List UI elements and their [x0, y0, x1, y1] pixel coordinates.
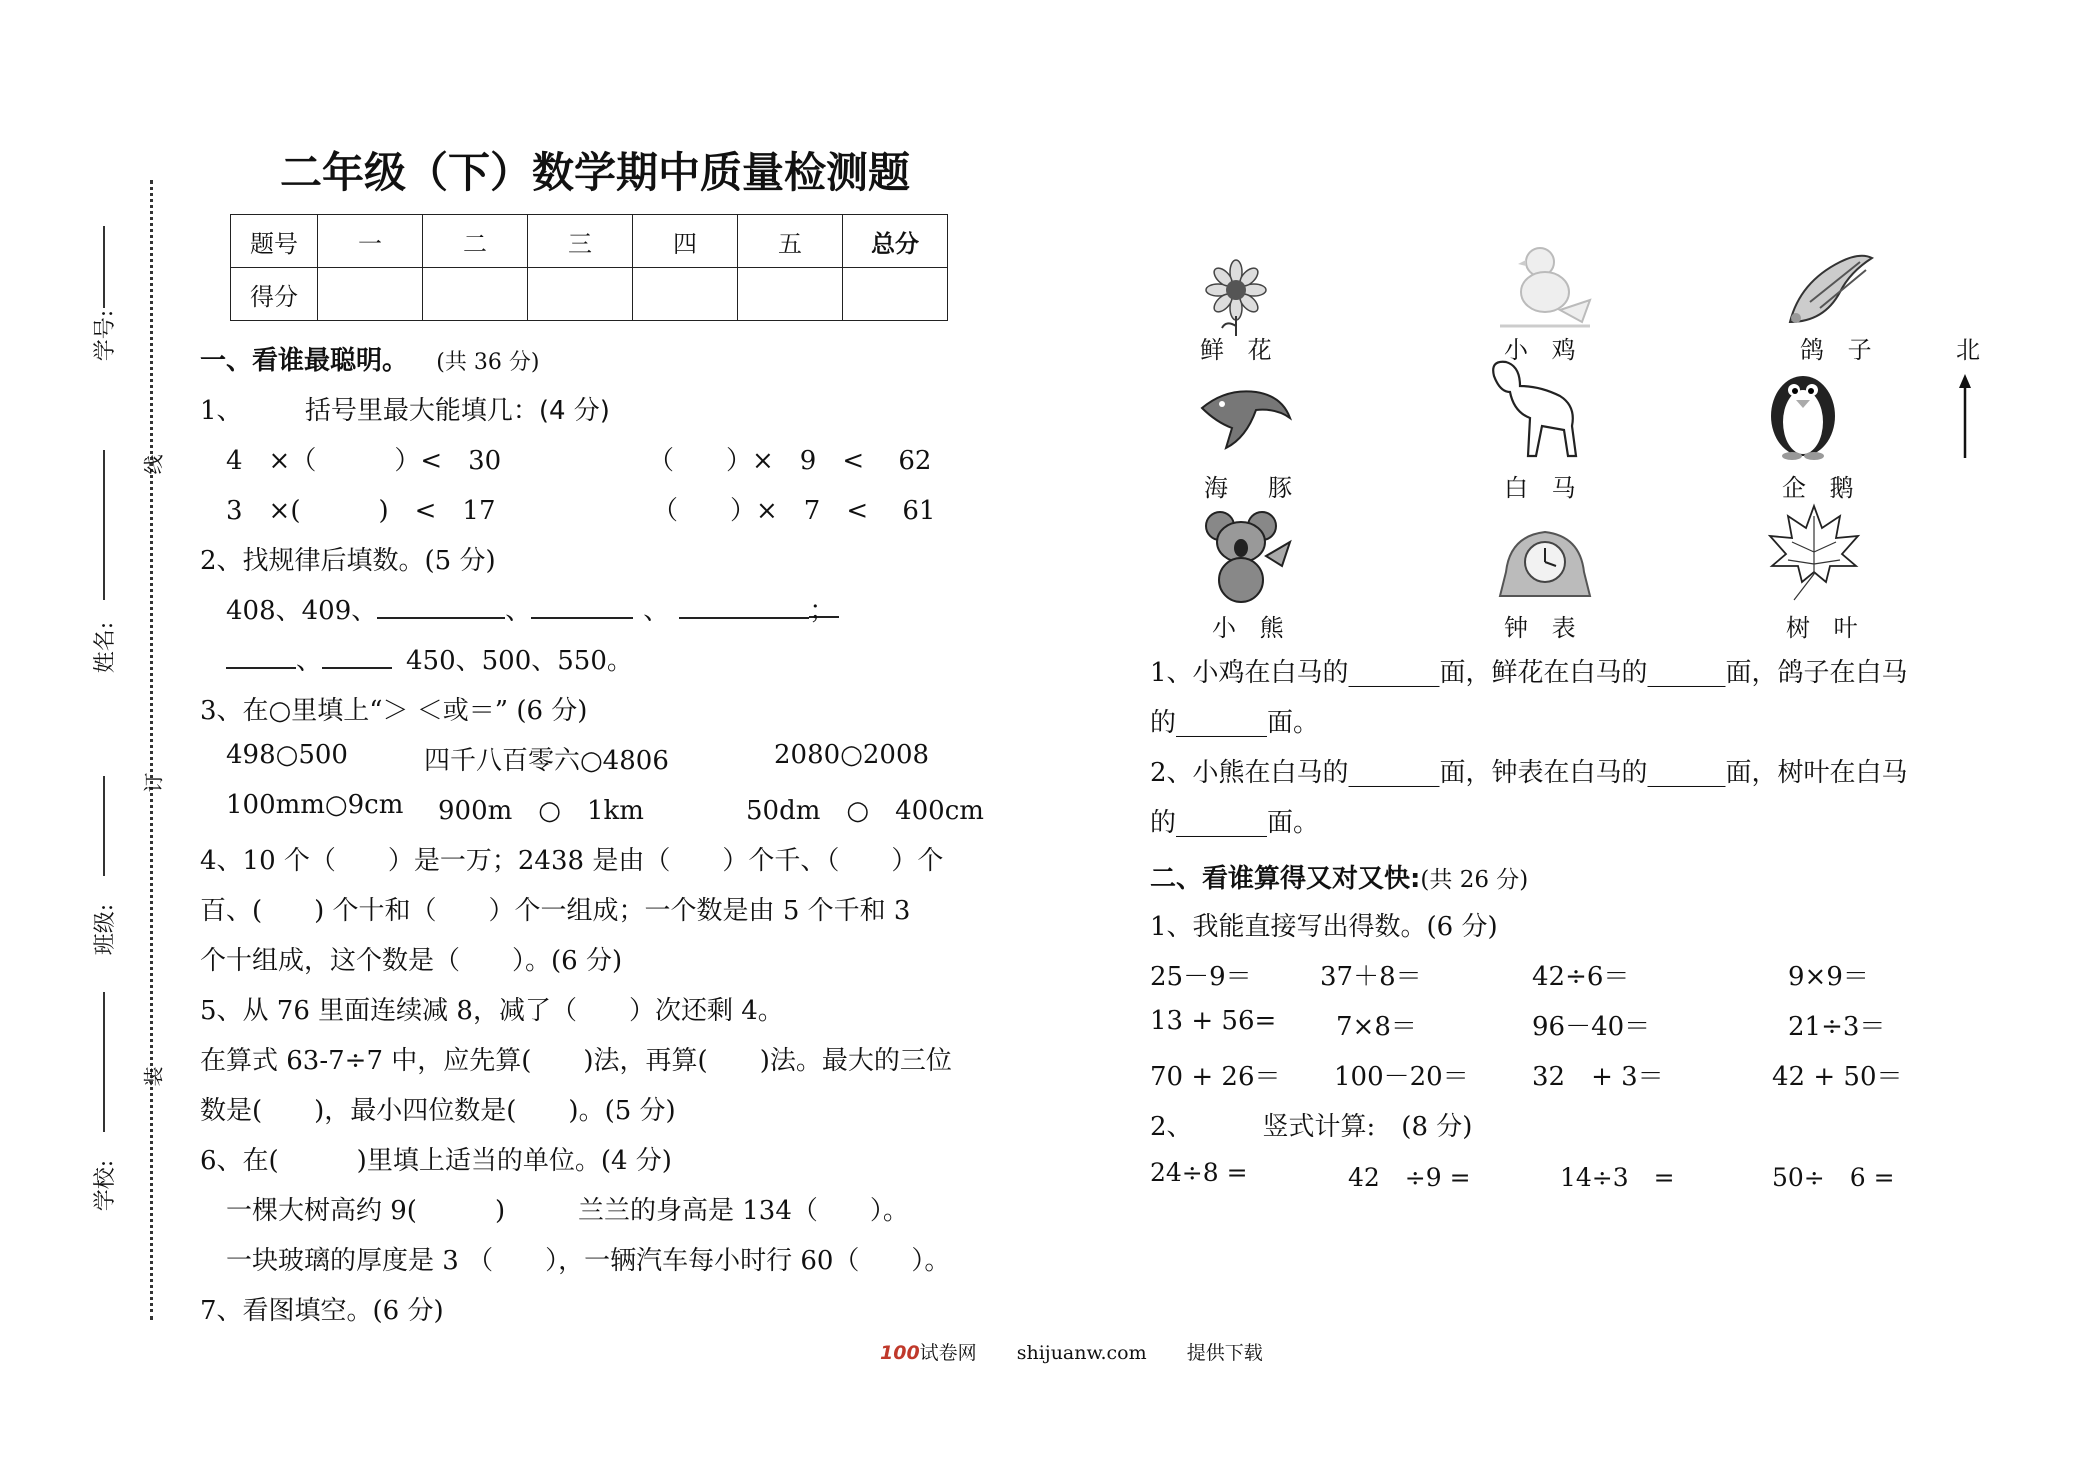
- oral-1-4: 9×9＝: [1788, 962, 1869, 992]
- q3-f: 50dm ○ 400cm: [746, 796, 984, 826]
- score-cell-4[interactable]: [633, 268, 738, 321]
- section1-heading: 一、看谁最聪明。: [200, 346, 409, 376]
- score-header-5: 五: [738, 215, 843, 268]
- score-cell-3[interactable]: [528, 268, 633, 321]
- binding-line-name: [103, 450, 105, 600]
- footer-note: 提供下载: [1186, 1342, 1263, 1364]
- chick-icon: [1490, 240, 1600, 330]
- oral-1-3: 42÷6＝: [1532, 962, 1630, 992]
- q2-sep-3: 、: [296, 646, 323, 676]
- score-cell-5[interactable]: [738, 268, 843, 321]
- pigeon-icon: [1780, 242, 1880, 332]
- score-table: [230, 214, 948, 321]
- penguin-icon: [1758, 360, 1848, 460]
- q5-line1: 5、从 76 里面连续减 8，减了（ ）次还剩 4。: [200, 996, 784, 1026]
- caption-penguin: 企 鹅: [1782, 474, 1862, 502]
- q2-line2: [226, 640, 633, 677]
- q6-line2b: 兰兰的身高是 134（ ）。: [578, 1196, 909, 1226]
- caption-dolphin: 海 豚: [1204, 474, 1300, 502]
- q2-seq-end: 450、500、550。: [406, 646, 633, 676]
- q4-line1: 4、10 个（ ）是一万；2438 是由（ ）个千、（ ）个: [200, 846, 944, 876]
- binding-mark-line: 线: [141, 454, 166, 475]
- section2-q2-text: 竖式计算: (8 分): [1262, 1112, 1473, 1142]
- oral-2-3: 96－40＝: [1532, 1012, 1651, 1042]
- q6-line2a: 一棵大树高约 9( ): [226, 1196, 506, 1226]
- section2-q2-row: [1150, 1106, 1472, 1143]
- q4-line2: 百、( ) 个十和（ ）个一组成；一个数是由 5 个千和 3: [200, 896, 911, 926]
- q1-title: [200, 390, 610, 427]
- north-arrow-icon: [1950, 374, 1980, 460]
- binding-mark-bind: 装: [141, 1066, 166, 1087]
- oral-1-2: 37＋8＝: [1320, 962, 1422, 992]
- q6-line3: 一块玻璃的厚度是 3 （ ），一辆汽车每小时行 60（ ）。: [226, 1246, 951, 1276]
- q1-text: 括号里最大能填几：(4 分): [304, 396, 610, 426]
- binding-line-school: [103, 992, 105, 1132]
- horse-icon: [1480, 356, 1590, 460]
- leaf-icon: [1764, 502, 1864, 602]
- q3-d: 100mm○9cm: [226, 790, 404, 820]
- page-title: 二年级（下）数学期中质量检测题: [280, 148, 911, 197]
- dolphin-icon: [1196, 378, 1296, 458]
- footer-logo: 100: [880, 1342, 920, 1364]
- q3-title: 3、在○里填上“＞ ＜或＝” (6 分): [200, 696, 588, 726]
- q2-semicolon: ；: [809, 590, 839, 618]
- q1-line2a: 3 ×( ) < 17: [226, 496, 496, 526]
- q2-title: 2、找规律后填数。(5 分): [200, 546, 496, 576]
- direction-q2-line2: 的_______面。: [1150, 808, 1320, 838]
- binding-mark-staple: 订: [141, 772, 166, 793]
- section2-heading-row: [1150, 858, 1528, 895]
- oral-2-2: 7×8＝: [1336, 1012, 1417, 1042]
- q5-line3: 数是( )，最小四位数是( )。(5 分): [200, 1096, 676, 1126]
- section2-heading: 二、看谁算得又对又快:: [1150, 864, 1421, 894]
- caption-clock: 钟 表: [1504, 614, 1584, 642]
- score-cell-1[interactable]: [318, 268, 423, 321]
- q3-b: 四千八百零六○4806: [424, 746, 669, 776]
- score-header-4: 四: [633, 215, 738, 268]
- q2-blank-4[interactable]: [226, 641, 296, 669]
- caption-chick: 小 鸡: [1504, 336, 1584, 364]
- score-header-1: 一: [318, 215, 423, 268]
- q7-title: 7、看图填空。(6 分): [200, 1296, 444, 1326]
- q4-line3: 个十组成，这个数是（ ）。(6 分): [200, 946, 623, 976]
- q3-c: 2080○2008: [774, 740, 930, 770]
- q2-blank-3[interactable]: [679, 591, 809, 619]
- oral-2-4: 21÷3＝: [1788, 1012, 1886, 1042]
- score-header-2: 二: [423, 215, 528, 268]
- section1-heading-row: [200, 340, 539, 377]
- caption-leaf: 树 叶: [1786, 614, 1866, 642]
- caption-horse: 白 马: [1504, 474, 1584, 502]
- name-label: 姓名:: [93, 621, 119, 674]
- number-label: 学号:: [93, 309, 119, 362]
- oral-3-4: 42 + 50＝: [1772, 1062, 1903, 1092]
- section1-points: (共 36 分): [436, 350, 540, 375]
- q3-a: 498○500: [226, 740, 348, 770]
- caption-pigeon: 鸽 子: [1800, 336, 1880, 364]
- q1-line1a: 4 ×（ ）< 30: [226, 446, 502, 476]
- footer-url[interactable]: shijuanw.com: [1016, 1342, 1147, 1364]
- class-label: 班级:: [93, 903, 119, 956]
- binding-line-number: [103, 226, 105, 308]
- q1-label: 1、: [200, 396, 243, 426]
- score-header-total: 总分: [843, 215, 948, 268]
- q2-blank-2[interactable]: [531, 591, 633, 619]
- school-label: 学校:: [93, 1159, 119, 1212]
- section2-q1-title: 1、我能直接写出得数。(6 分): [1150, 912, 1498, 942]
- score-header-3: 三: [528, 215, 633, 268]
- section2-q2-label: 2、: [1150, 1112, 1193, 1142]
- score-cell-total[interactable]: [843, 268, 948, 321]
- written-4: 50÷ 6 =: [1772, 1163, 1895, 1192]
- written-1: 24÷8 =: [1150, 1158, 1248, 1187]
- footer-site-name: 试卷网: [919, 1342, 977, 1364]
- direction-q2-line1: 2、小熊在白马的_______面，钟表在白马的______面，树叶在白马: [1150, 758, 1908, 788]
- q6-line1: 6、在( )里填上适当的单位。(4 分): [200, 1146, 672, 1176]
- written-2: 42 ÷9 =: [1348, 1163, 1471, 1192]
- caption-bear: 小 熊: [1212, 614, 1292, 642]
- q2-sep-1: 、: [505, 596, 532, 626]
- oral-3-3: 32 + 3＝: [1532, 1062, 1664, 1092]
- north-label: 北: [1956, 336, 1980, 364]
- q1-line2b: （ ）× 7 < 61: [652, 496, 936, 526]
- score-row-label: 得分: [231, 268, 318, 321]
- q2-blank-1[interactable]: [377, 591, 505, 619]
- oral-3-1: 70 + 26＝: [1150, 1062, 1281, 1092]
- written-3: 14÷3 =: [1560, 1163, 1675, 1192]
- oral-1-1: 25－9＝: [1150, 962, 1252, 992]
- direction-q1-line2: 的_______面。: [1150, 708, 1320, 738]
- footer: [880, 1338, 1263, 1365]
- q2-line1: [226, 590, 839, 627]
- score-header-label: 题号: [231, 215, 318, 268]
- bear-icon: [1196, 506, 1296, 606]
- q3-e: 900m ○ 1km: [438, 796, 644, 826]
- q2-sep-2: 、: [643, 596, 670, 626]
- q2-blank-5[interactable]: [322, 641, 392, 669]
- caption-flower: 鲜 花: [1200, 336, 1280, 364]
- oral-3-2: 100－20＝: [1334, 1062, 1469, 1092]
- oral-2-1: 13 + 56=: [1150, 1006, 1277, 1036]
- q1-line1b: （ ）× 9 < 62: [648, 446, 932, 476]
- q2-seq-start: 408、409、: [226, 596, 378, 626]
- section2-points: (共 26 分): [1420, 867, 1529, 893]
- q5-line2: 在算式 63-7÷7 中，应先算( )法，再算( )法。最大的三位: [200, 1046, 952, 1076]
- binding-line-class: [103, 776, 105, 876]
- clock-icon: [1490, 516, 1600, 602]
- direction-q1-line1: 1、小鸡在白马的_______面，鲜花在白马的______面，鸽子在白马: [1150, 658, 1908, 688]
- flower-icon: [1196, 256, 1276, 336]
- score-cell-2[interactable]: [423, 268, 528, 321]
- binding-dotted-line: [150, 180, 153, 1320]
